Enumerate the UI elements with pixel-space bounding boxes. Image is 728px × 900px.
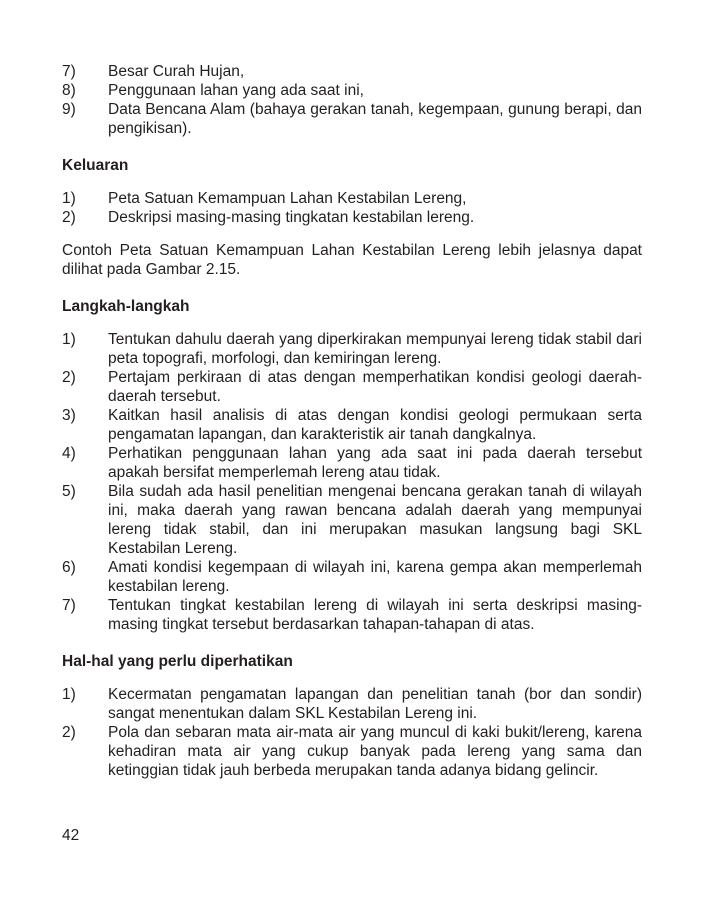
list-item xyxy=(62,685,642,723)
section-heading-keluaran: Keluaran xyxy=(62,157,129,174)
list-item xyxy=(62,368,642,406)
list-item-number: 3) xyxy=(62,407,76,424)
list-item xyxy=(62,723,642,780)
list-item-text: Pola dan sebaran mata air-mata air yang muncul di kaki bukit/lereng, karena kehadiran mata air yang cukup banyak pada lereng yang sama dan ketinggian tidak jauh berbeda merupakan tanda adanya bidang gelincir. xyxy=(108,724,642,779)
list-item-number: 6) xyxy=(62,559,76,576)
list-item-number: 9) xyxy=(62,101,76,118)
list-item-number: 2) xyxy=(62,209,76,226)
list-item-text: Perhatikan penggunaan lahan yang ada saat ini pada daerah tersebut apakah bersifat memperlemah lereng atau tidak. xyxy=(108,445,642,481)
list-item-text: Data Bencana Alam (bahaya gerakan tanah, kegempaan, gunung berapi, dan pengikisan). xyxy=(108,101,642,137)
list-item-number: 4) xyxy=(62,445,76,462)
list-item xyxy=(62,62,642,81)
list-item-text: Pertajam perkiraan di atas dengan memperhatikan kondisi geologi daerah-daerah tersebut. xyxy=(108,369,642,405)
list-item-text: Deskripsi masing-masing tingkatan kestabilan lereng. xyxy=(108,209,475,226)
list-item-number: 2) xyxy=(62,724,76,741)
list-item-number: 1) xyxy=(62,686,76,703)
list-item-number: 7) xyxy=(62,597,76,614)
list-item-text: Bila sudah ada hasil penelitian mengenai bencana gerakan tanah di wilayah ini, maka daerah yang rawan bencana adalah daerah yang mempunyai lereng tidak stabil, dan ini merupakan masukan langsung bagi SKL Kestabilan Lereng. xyxy=(108,483,642,557)
list-item-text: Penggunaan lahan yang ada saat ini, xyxy=(108,82,364,99)
section-heading-perhatian: Hal-hal yang perlu diperhatikan xyxy=(62,653,293,670)
list-item-text: Besar Curah Hujan, xyxy=(108,63,245,80)
list-item-text: Tentukan tingkat kestabilan lereng di wilayah ini serta deskripsi masing-masing tingkat tersebut berdasarkan tahapan-tahapan di atas. xyxy=(108,597,642,633)
list-item xyxy=(62,189,642,208)
list-item-text: Kaitkan hasil analisis di atas dengan kondisi geologi permukaan serta pengamatan lapangan, dan karakteristik air tanah dangkalnya. xyxy=(108,407,642,443)
list-item xyxy=(62,100,642,138)
list-item-number: 7) xyxy=(62,63,76,80)
list-item-number: 8) xyxy=(62,82,76,99)
example-paragraph: Contoh Peta Satuan Kemampuan Lahan Kestabilan Lereng lebih jelasnya dapat dilihat pada Gambar 2.15. xyxy=(62,242,642,278)
keluaran-list xyxy=(62,189,642,227)
list-item-text: Tentukan dahulu daerah yang diperkirakan mempunyai lereng tidak stabil dari peta topografi, morfologi, dan kemiringan lereng. xyxy=(108,331,642,367)
list-item xyxy=(62,406,642,444)
list-item xyxy=(62,81,642,100)
document-page xyxy=(62,62,642,780)
list-item-text: Peta Satuan Kemampuan Lahan Kestabilan Lereng, xyxy=(108,190,467,207)
list-item-text: Kecermatan pengamatan lapangan dan penelitian tanah (bor dan sondir) sangat menentukan dalam SKL Kestabilan Lereng ini. xyxy=(108,686,642,722)
list-item-number: 2) xyxy=(62,369,76,386)
section-heading-langkah: Langkah-langkah xyxy=(62,298,190,315)
list-item xyxy=(62,208,642,227)
list-item-text: Amati kondisi kegempaan di wilayah ini, karena gempa akan memperlemah kestabilan lereng. xyxy=(108,559,642,595)
perhatian-list xyxy=(62,685,642,780)
list-item-number: 1) xyxy=(62,190,76,207)
list-item-number: 5) xyxy=(62,483,76,500)
input-data-list xyxy=(62,62,642,138)
langkah-list xyxy=(62,330,642,634)
list-item xyxy=(62,558,642,596)
page-number: 42 xyxy=(62,827,80,844)
list-item xyxy=(62,596,642,634)
list-item xyxy=(62,482,642,558)
list-item xyxy=(62,444,642,482)
list-item xyxy=(62,330,642,368)
list-item-number: 1) xyxy=(62,331,76,348)
